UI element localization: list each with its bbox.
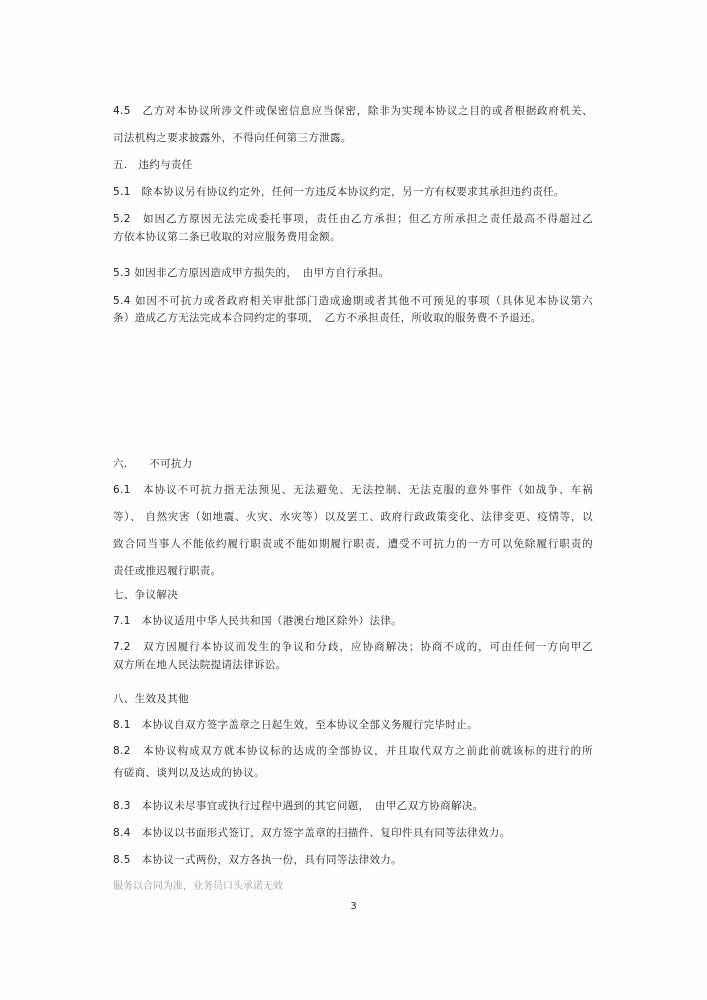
section-heading-5: 五. 违约与责任 [113, 159, 193, 171]
section-heading-6: 六. 不可抗力 [113, 458, 193, 470]
text-line-5-3: 5.3 如因非乙方原因造成甲方损失的， 由甲方自行承担。 [113, 267, 390, 279]
text-line-8-3: 8.3 本协议未尽事宜或执行过程中遇到的其它问题， 由甲乙双方协商解决。 [113, 800, 484, 812]
text-line-5-2-a: 5.2 如因乙方原因无法完成委托事项，责任由乙方承担；但乙方所承担之责任最高不得超过乙 [113, 213, 593, 225]
page-number: 3 [350, 901, 357, 912]
text-line-6-1-c: 致合同当事人不能依约履行职责或不能如期履行职责，遭受不可抗力的一方可以免除履行职责的 [113, 538, 593, 550]
text-line-5-2-b: 方依本协议第二条已收取的对应服务费用金额。 [113, 231, 341, 243]
text-line-8-1: 8.1 本协议自双方签字盖章之日起生效，至本协议全部义务履行完毕时止。 [113, 719, 478, 731]
text-line-8-5: 8.5 本协议一式两份，双方各执一份，具有同等法律效力。 [113, 854, 402, 866]
text-line-7-2-a: 7.2 双方因履行本协议而发生的争议和分歧，应协商解决；协商不成的，可由任何一方向甲乙 [113, 641, 593, 653]
text-line-8-4: 8.4 本协议以书面形式签订，双方签字盖章的扫描件、复印件具有同等法律效力。 [113, 827, 511, 839]
text-line-6-1-a: 6.1 本协议不可抗力指无法预见、无法避免、无法控制、无法克服的意外事件（如战争、车祸 [113, 484, 593, 496]
text-line-7-2-b: 双方所在地人民法院提请法律诉讼。 [113, 659, 287, 671]
text-line-6-1-b: 等）、 自然灾害（如地震、火灾、水灾等）以及罢工、政府行政政策变化、法律变更、疫情等，以 [113, 511, 593, 523]
text-line-6-1-d: 责任或推迟履行职责。 [113, 565, 222, 577]
text-line-5-4-a: 5.4 如因不可抗力或者政府相关审批部门造成逾期或者其他不可预见的事项（具体见本协议第六 [113, 295, 593, 307]
text-line-5-1: 5.1 除本协议另有协议约定外，任何一方违反本协议约定，另一方有权要求其承担违约责任。 [113, 186, 565, 198]
text-line-5-4-b: 条）造成乙方无法完成本合同约定的事项， 乙方不承担责任，所收取的服务费不予退还。 [113, 312, 542, 324]
section-heading-8: 八、生效及其他 [113, 693, 189, 705]
text-line-7-1: 7.1 本协议适用中华人民共和国（港澳台地区除外）法律。 [113, 615, 402, 627]
section-heading-7: 七、争议解决 [113, 589, 179, 601]
text-line-4-5-b: 司法机构之要求披露外，不得向任何第三方泄露。 [113, 132, 352, 144]
text-line-4-5-a: 4.5 乙方对本协议所涉文件或保密信息应当保密，除非为实现本协议之目的或者根据政府机关、 [113, 105, 593, 117]
footnote-disclaimer: 服务以合同为准，业务员口头承诺无效 [113, 881, 283, 892]
text-line-8-2-b: 有磋商、谈判以及达成的协议。 [113, 767, 265, 779]
text-line-8-2-a: 8.2 本协议构成双方就本协议标的达成的全部协议，并且取代双方之前此前就该标的进行的所 [113, 745, 593, 757]
